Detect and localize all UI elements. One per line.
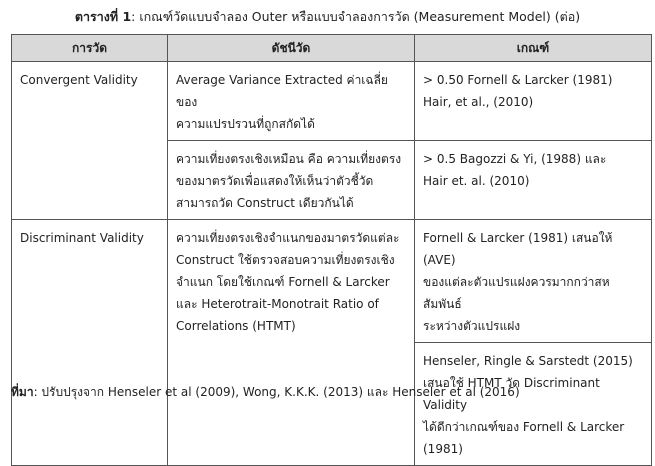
table-row [12, 220, 652, 343]
index-text [176, 141, 406, 219]
text-line: Hair, et al., (2010) [423, 95, 534, 109]
text-line: จำแนก โดยใช้เกณฑ์ Fornell & Larcker [176, 275, 390, 289]
index-text [176, 62, 406, 140]
text-line: Hair et. al. (2010) [423, 174, 530, 188]
text-line: ความเที่ยงตรงเชิงจำแนกของมาตรวัดแต่ละ [176, 231, 400, 245]
text-line: > 0.50 Fornell & Larcker (1981) [423, 73, 613, 87]
text-line: ของมาตรวัดเพื่อแสดงให้เห็นว่าตัวชี้วัด [176, 174, 374, 188]
table-caption [0, 7, 655, 27]
text-line: ระหว่างตัวแปรแฝง [423, 319, 521, 333]
text-line: ได้ดีกว่าเกณฑ์ของ Fornell & Larcker [423, 420, 625, 434]
text-line: Average Variance Extracted ค่าเฉลี่ยของ [176, 73, 388, 109]
criteria-cell [415, 141, 652, 220]
criteria-text [423, 343, 643, 465]
text-line: Fornell & Larcker (1981) เสนอให้ (AVE) [423, 231, 613, 267]
text-line: ความเที่ยงตรงเชิงเหมือน คือ ความเที่ยงตรง [176, 152, 402, 166]
text-line: Correlations (HTMT) [176, 319, 296, 333]
index-cell [168, 220, 415, 466]
note-label: ที่มา [11, 385, 34, 399]
source-note [11, 383, 520, 402]
note-text: : ปรับปรุงจาก Henseler et al (2009), Wong, K.K.K. (2013) และ Henseler et al (2016) [33, 385, 520, 399]
criteria-cell [415, 62, 652, 141]
criteria-cell [415, 220, 652, 343]
measure-cell [12, 62, 168, 220]
measure-cell [12, 220, 168, 466]
index-cell [168, 141, 415, 220]
table-header-row [12, 35, 652, 62]
text-line: Henseler, Ringle & Sarstedt (2015) [423, 354, 633, 368]
text-line: ความแปรปรวนที่ถูกสกัดได้ [176, 117, 315, 131]
text-line: (1981) [423, 442, 463, 456]
header-index: ดัชนีวัด [168, 35, 415, 62]
text-line: Construct ใช้ตรวจสอบความเที่ยงตรงเชิง [176, 253, 395, 267]
index-text [176, 220, 406, 342]
text-line: ของแต่ละตัวแปรแฝงควรมากกว่าสหสัมพันธ์ [423, 275, 610, 311]
criteria-cell [415, 343, 652, 466]
text-line: > 0.5 Bagozzi & Yi, (1988) และ [423, 152, 607, 166]
criteria-text [423, 62, 643, 118]
measure-convergent: Convergent Validity [20, 73, 138, 87]
text-line: สามารถวัด Construct เดียวกันได้ [176, 196, 354, 210]
text-line: เสนอใช้ HTMT วัด Discriminant Validity [423, 376, 600, 412]
criteria-text [423, 220, 643, 342]
index-cell [168, 62, 415, 141]
measure-discriminant: Discriminant Validity [20, 231, 144, 245]
header-measure: การวัด [12, 35, 168, 62]
table-row [12, 62, 652, 141]
header-criteria: เกณฑ์ [415, 35, 652, 62]
caption-text: : เกณฑ์วัดแบบจำลอง Outer หรือแบบจำลองการวัด (Measurement Model) (ต่อ) [131, 9, 581, 24]
text-line: และ Heterotrait-Monotrait Ratio of [176, 297, 379, 311]
caption-label: ตารางที่ 1 [74, 9, 132, 24]
criteria-text [423, 141, 643, 197]
